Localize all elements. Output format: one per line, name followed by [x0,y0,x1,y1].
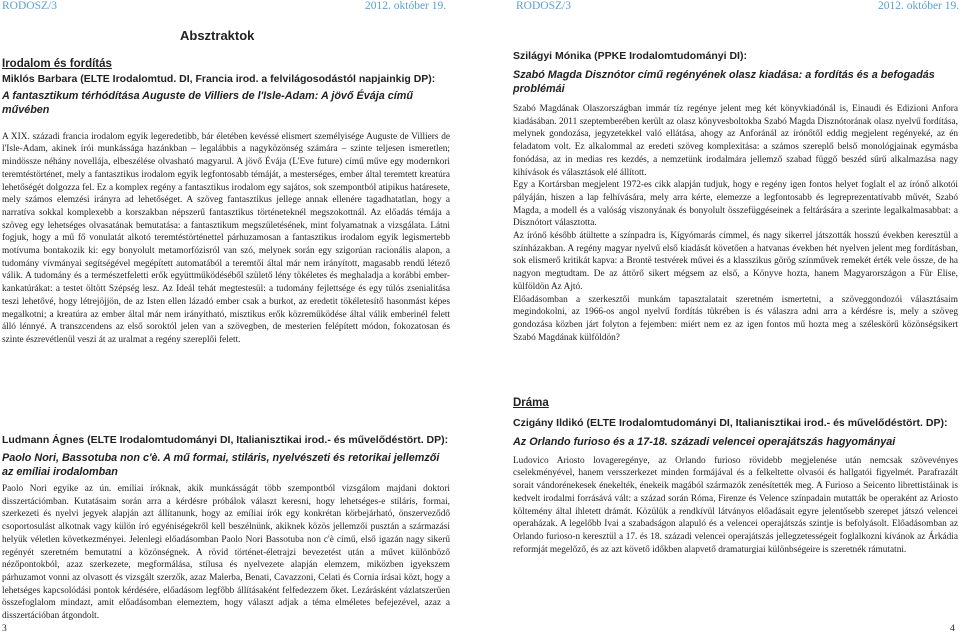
author-szilagyi: Szilágyi Mónika (PPKE Irodalomtudományi DI): [513,50,747,62]
author-ludmann: Ludmann Ágnes (ELTE Irodalomtudományi DI, Italianisztikai irod.- és művelődéstört. DP): [2,434,449,446]
abstract-czigany: Ludovico Ariosto lovageregénye, az Orlando furioso rövidebb megjelenése után nemcsak szövevényes cselekményével, hanem versszerkezet minden formájával és a felkeltette olvasói és hallgatói figyelmét. Parafrazált sorait vándorénekesek énekelték, énekeik magából származók zenésítették meg. A Furioso a Seicento librettistáinak is kedvelt irodalmi forrásává vált: a század során Róma, Firenze és Velence színpadain mutatták be operaként az Ariosto költemény által ihletett drámát. Közülük a rendkívül látványos előadásait egyre jelentősebb szerepet játszó velencei operaházak. A legelőbb Ivai a szabadságon alapuló és a velencei operajátszás szintje is befolyásolt. Előadásomban az Orlando furioso-n keresztül a 17. és 18. századi velencei operajátszás jellegzetességeit foglalkozni kívánok az Árkádia reformját megelőző, és az azt követő időkben alapvető dramaturgiai különbségeire is szeretnék rámutatni. [513,455,958,555]
right-page-number: 4 [950,624,955,634]
title-ludmann: Paolo Nori, Bassotuba non c'è. A mű formai, stiláris, nyelvészeti és retorikai jellemzői az emíliai irodalomban [2,452,440,478]
left-header-date: 2012. október 19. [365,0,447,12]
title-szilagyi: Szabó Magda Disznótor című regényének olasz kiadása: a fordítás és a befogadás problémái [513,69,935,95]
right-running-header [480,0,960,12]
right-page [480,0,960,635]
author-miklos: Miklós Barbara (ELTE Irodalomtud. DI, Francia irod. a felvilágosodástól napjainkig DP): [2,72,436,85]
right-header-date: 2012. október 19. [878,0,960,12]
left-page-number: 3 [2,624,7,634]
left-section-literature [2,58,450,347]
left-running-header [0,0,480,12]
right-section-szilagyi [513,50,958,344]
right-section-drama [513,397,958,556]
section-heading-drama: Dráma [513,397,549,409]
abstract-ludmann: Paolo Nori egyike az ún. emíliai íróknak, akik munkásságát több szempontból vizsgálom majdani doktori disszertációmban. Kutatásaim során arra a kérdésre próbálok választ keresni, hogy lehetséges-e stiláris, formai, szerkezeti és nyelvi jegyek alapján azt állítanunk, hogy az emíliai írók egy konkrétan körbejárható, önszerveződő csoportosulást alkotnak vagy külön író egyéniségekről kell beszélnünk, akiknek közös jellemzői pusztán a származási helyük véletlen következményei. Jelenlegi előadásomban Paolo Nori Bassotuba non c'è című, első igazán nagy sikerű regényét szeretném bemutatni a közönségnek. A rövid történet-életrajzi bevezetést után a művet különböző nézőpontokból, azaz szerkezete, megformálása, stílusa és nyelvezete alapján elemzem, miközben igyekszem párhuzamot vonni az olvasott és vizsgált szerzők, azaz Malerba, Benati, Cavazzoni, Celati és Cornia írásai közt, hogy a lehetséges kapcsolódási pontok kérdésére, előadásom legfőbb állításaként felfedezzem őket. Lezárásként vázlatszerűen összefoglalom mindazt, amit előadásomban elemeztem, hogy választ adjak a téma elméletes befejezével, azaz a disszertációban átgondolt. [2,484,450,622]
title-miklos: A fantasztikum térhódítása Auguste de Villiers de l'Isle-Adam: A jövő Évája című művében [2,89,413,116]
left-header-journal: RODOSZ/3 [2,0,57,12]
abstracts-heading: Absztraktok [180,28,255,43]
abstract-szilagyi: Szabó Magdának Olaszországban immár tíz regénye jelent meg két könyvkiadónál is, Einaudi és Edizioni Anfora kiadásában. 2011 szeptemberében került az olasz könyvesboltokba Szabó Magda Disznótorának olasz nyelvű fordítása, melynek gondozása, jegyzetekkel való ellátása, ahogy az Anforánál az írónőtől eddig megjelent regényeké, az én feladatom volt. Ez alkalommal az eredeti szöveg komplexitása: a számos szereplő belső monológjainak egymásba fonódása, az in medias res kezdés, a nemzetünk irodalmára jellemző szabad függő beszéd sűrű alkalmazása nagy kihívások és választások elé állított. Egy a Kortársban megjelent 1972-es cikk alapján tudjuk, hogy e regény igen fontos helyet foglalt el az írónő alkotói pályáján, hiszen a lap felhívására, mely arra kérte, elemezze a legfontosabb és legreprezentatívabb művét, Szabó Magda, a modell és a valóság viszonyának és bonyolult összefüggéseinek a feltárására a szerinte legalkalmasabbat: a Disznótort választotta. Az írónő később átültette a színpadra is, Kígyómarás címmel, és nagy sikerrel játszották hosszú években keresztül a színházakban. A regény magyar nyelvű első kiadását követően a hatvanas években hét nyelven jelent meg fordításban, sok elismerő kritikát kapva: a Brontë testvérek művei és a klasszikus görög színművek remekét érték vele össze, de ha nagyon megtudtam. De az áttörő sikert mégsem az első, a Könyve hozta, hanem Magyarországon a Für Elise, külföldön Az Ajtó. Előadásomban a szerkesztői munkám tapasztalatait szeretném ismertetni, a szöveggondozói választásaim megindokolni, az 1966-os angol nyelvű fordítás tükrében is és válaszra adni arra a kérdésre is, mely a szöveg gondozása közben járt folyton a fejemben: miért nem ez az igen fontos mű hozta meg a széleskörű közönségsikert Szabó Magdának külföldön? [513,104,958,343]
author-czigany: Czigány Ildikó (ELTE Irodalomtudományi DI, Italianisztikai irod.- és művelődéstört. DP): [513,416,948,429]
section-heading-literature: Irodalom és fordítás [2,58,112,70]
left-section-ludmann [2,434,450,623]
abstract-miklos: A XIX. századi francia irodalom egyik legeredetibb, bár életében kevéssé elismert személyisége Auguste de Villiers de l'Isle-Adam, akinek írói munkássága hazánkban – legalábbis a nagyközönség számára – szinte teljesen ismeretlen; mindössze néhány novellája, elbeszélése olvasható magyarul. A jövő Évája (L'Eve future) című műve egy modernkori teremtéstörténet, mely a fantasztikus irodalom egyik legfontosabb témáját, a mesterséges, ember által teremtett kreatúra lehetőségét dolgozza fel. Ez a komplex regény a fantasztikus irodalom egy sajátos, sok szempontból atipikus határesete, mely számos elemzési irányra ad lehetőséget. A szöveg fantasztikus jellege annak ellenére tagadhatatlan, hogy a narratíva sokkal komplexebb a korszakban népszerű fantasztikus történeteknél megszokottnál. Az előadás témája a szöveg egy lehetséges olvasatának bemutatása: a fantasztikum megszületésének, mint folyamatnak a vizsgálata. Látni fogjuk, hogy a mű fő vonulatát alkotó teremtéstörténettel párhuzamosan a fantasztikus irodalom egyik legismertebb motívuma bontakozik ki: egy bonyolult metamorfózisról van szó, melynek során egy szigorúan racionális alapon, a tudomány vívmányai segítségével megépített automatából a teremtői által már nem irányított, magasabb rendű létező válik. A tudomány és a természetfeletti erők együttműködéséből születő lény tökéletes és meghaladja a korábbi ember-kankatúrákat: a testet öltött Szépség lesz. Az Ideál tehát megtestesül: a tudomány fejlettsége és egy túlós zsenialitása teszi lehetővé, hogy létrejöjjön, de az Isten ellen lázadó ember csak a burkot, az eredetit tökéletesítő hasonmást képes megalkotni; a kreatúra az ember által már nem irányítható, misztikus erők közreműködése által válik emberinél felett álló lénnyé. A transzcendens az első soroktól jelen van a szövegben, de mesterien felépített módon, fokozatosan és szinte észrevétlenül veszi át az uralmat a regény szereplői felett. [2,131,450,345]
right-header-journal: RODOSZ/3 [516,0,571,12]
title-czigany: Az Orlando furioso és a 17-18. századi velencei operajátszás hagyományai [513,435,896,448]
